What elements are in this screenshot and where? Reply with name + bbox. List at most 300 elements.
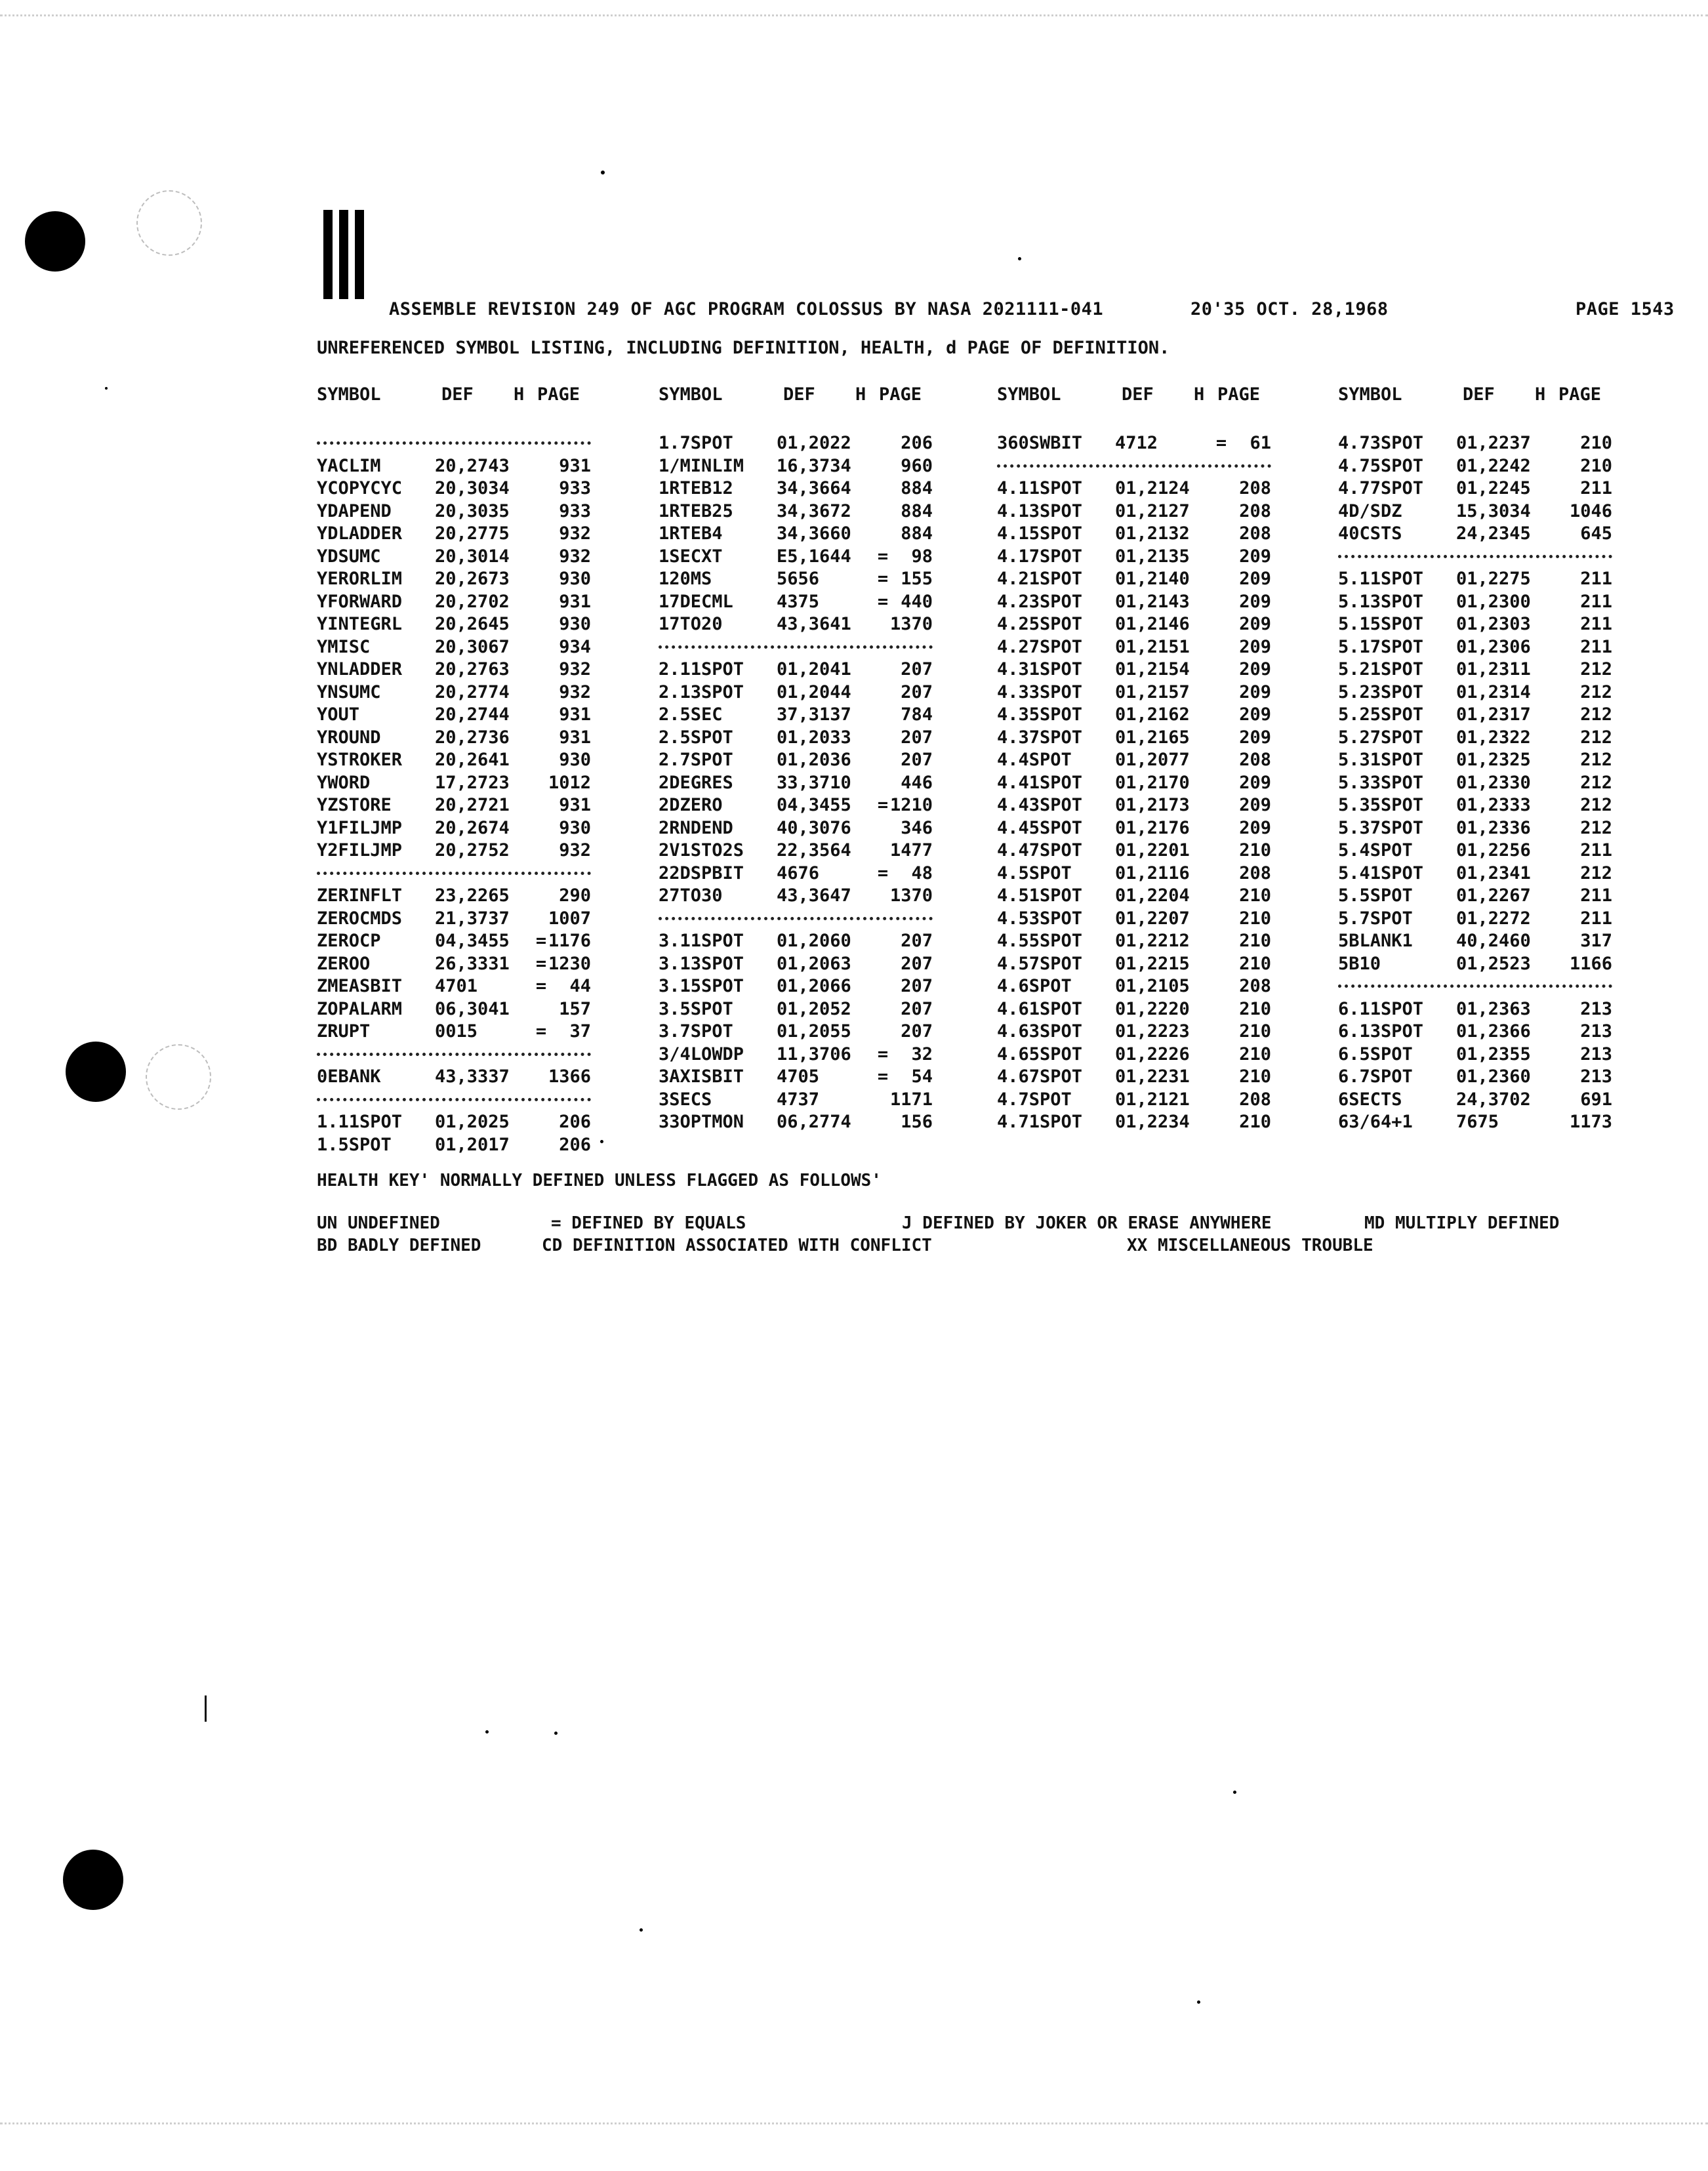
symbol-name: 40CSTS [1338, 523, 1402, 544]
symbol-name: 5.31SPOT [1338, 750, 1424, 770]
symbol-name: YMISC [317, 636, 371, 657]
symbol-name: YZSTORE [317, 795, 392, 815]
symbol-def: 01,2143 [1115, 591, 1190, 612]
symbol-def: 01,2256 [1456, 840, 1531, 861]
symbol-row [997, 1021, 1271, 1044]
symbol-def: 01,2341 [1456, 862, 1531, 883]
symbol-def: 4676 [777, 862, 820, 883]
separator-line [317, 1044, 591, 1066]
symbol-row [1338, 727, 1612, 750]
symbol-name: 2.11SPOT [659, 659, 744, 680]
symbol-def: 01,2151 [1115, 636, 1190, 657]
symbol-name: 17DECML [659, 591, 733, 612]
page-ref: 207 [901, 976, 933, 996]
symbol-row [1338, 613, 1612, 636]
symbol-name: 1.7SPOT [659, 433, 733, 453]
page-ref: 32 [911, 1044, 933, 1065]
page-ref: 931 [559, 704, 591, 725]
symbol-row [317, 772, 591, 795]
symbol-name: 5.27SPOT [1338, 727, 1424, 748]
symbol-row [317, 885, 591, 908]
page-ref: 156 [901, 1112, 933, 1132]
page-ref: 1007 [548, 908, 591, 929]
symbol-row [317, 568, 591, 591]
column-header [317, 384, 591, 432]
symbol-name: 5.25SPOT [1338, 704, 1424, 725]
page-ref: 61 [1250, 433, 1271, 453]
symbol-def: 23,2265 [435, 885, 510, 906]
symbol-name: 6.5SPOT [1338, 1044, 1413, 1065]
symbol-name: 4.47SPOT [997, 840, 1083, 861]
page-ref: 930 [559, 750, 591, 770]
symbol-name: 4.15SPOT [997, 523, 1083, 544]
page-ref: 884 [901, 523, 933, 544]
page-ref: 1210 [889, 795, 933, 815]
page-ref: 212 [1580, 862, 1612, 883]
symbol-name: 4.7SPOT [997, 1089, 1072, 1110]
symbol-name: 3/4LOWDP [659, 1044, 744, 1065]
symbol-name: 1/MINLIM [659, 455, 744, 476]
page-ref: 209 [1239, 569, 1271, 589]
symbol-name: 1RTEB12 [659, 478, 733, 498]
page-ref: 931 [559, 795, 591, 815]
health-key-title: HEALTH KEY' NORMALLY DEFINED UNLESS FLAGGED AS FOLLOWS' [317, 1171, 882, 1190]
symbol-name: 5BLANK1 [1338, 931, 1413, 951]
symbol-row [997, 1089, 1271, 1112]
page-ref: 210 [1239, 1044, 1271, 1065]
page-ref: 1366 [548, 1066, 591, 1087]
symbol-row [659, 1066, 933, 1089]
symbol-def: 01,2044 [777, 681, 851, 702]
column-header-h: H [514, 384, 525, 405]
symbol-def: 01,2135 [1115, 546, 1190, 567]
symbol-row [659, 455, 933, 478]
symbol-row [317, 1066, 591, 1089]
symbol-row [997, 862, 1271, 885]
symbol-def: 15,3034 [1456, 500, 1531, 521]
symbol-name: YINTEGRL [317, 614, 403, 634]
symbol-row [997, 704, 1271, 727]
symbol-row [997, 953, 1271, 976]
symbol-def: 01,2330 [1456, 772, 1531, 793]
column-header [997, 384, 1271, 432]
page-ref: 211 [1580, 636, 1612, 657]
symbol-def: 43,3337 [435, 1066, 510, 1087]
symbol-def: 01,2237 [1456, 433, 1531, 453]
symbol-name: YWORD [317, 772, 371, 793]
symbol-name: 5.35SPOT [1338, 795, 1424, 815]
symbol-name: 4.67SPOT [997, 1066, 1083, 1087]
column-header-page: PAGE [1558, 384, 1602, 405]
symbol-row [659, 817, 933, 840]
symbol-row [1338, 930, 1612, 953]
health-key-item: MD MULTIPLY DEFINED [1364, 1213, 1560, 1233]
symbol-name: YSTROKER [317, 750, 403, 770]
symbol-def: 34,3672 [777, 500, 851, 521]
symbol-def: 01,2267 [1456, 885, 1531, 906]
symbol-def: 7675 [1456, 1112, 1499, 1132]
symbol-name: 3.5SPOT [659, 998, 733, 1019]
page-ref: 209 [1239, 727, 1271, 748]
symbol-def: 01,2116 [1115, 862, 1190, 883]
symbol-name: 4.51SPOT [997, 885, 1083, 906]
symbol-name: YFORWARD [317, 591, 403, 612]
symbol-def: 01,2336 [1456, 817, 1531, 838]
separator-rule [317, 1098, 591, 1101]
symbol-name: 4.35SPOT [997, 704, 1083, 725]
symbol-name: ZERINFLT [317, 885, 403, 906]
page-ref: 209 [1239, 817, 1271, 838]
symbol-def: 37,3137 [777, 704, 851, 725]
separator-rule [659, 917, 933, 920]
page-ref: 212 [1580, 727, 1612, 748]
column-header [1338, 384, 1612, 432]
symbol-def: 01,2355 [1456, 1044, 1531, 1065]
page-ref: 932 [559, 659, 591, 680]
symbol-name: Y1FILJMP [317, 817, 403, 838]
page-ref: 209 [1239, 546, 1271, 567]
page-ref: 48 [911, 862, 933, 883]
punch-hole-middle [66, 1042, 126, 1102]
separator-line [317, 862, 591, 885]
page-ref: 212 [1580, 681, 1612, 702]
symbol-def: 22,3564 [777, 840, 851, 861]
page-ref: 213 [1580, 1021, 1612, 1042]
symbol-def: 20,2641 [435, 750, 510, 770]
top-edge-noise [0, 14, 1708, 16]
page-ref: 211 [1580, 478, 1612, 498]
symbol-row [659, 998, 933, 1021]
page-ref: 209 [1239, 795, 1271, 815]
symbol-row [997, 500, 1271, 523]
health-flag: = [535, 976, 547, 996]
symbol-row [659, 523, 933, 546]
symbol-name: 4.53SPOT [997, 908, 1083, 929]
page-ref: 932 [559, 546, 591, 567]
symbol-def: 01,2231 [1115, 1066, 1190, 1087]
symbol-name: ZRUPT [317, 1021, 371, 1042]
symbol-def: 01,2333 [1456, 795, 1531, 815]
page-ref: 645 [1580, 523, 1612, 544]
symbol-def: 20,2775 [435, 523, 510, 544]
symbol-row [317, 749, 591, 772]
symbol-name: 5.7SPOT [1338, 908, 1413, 929]
symbol-row [997, 591, 1271, 614]
column-header [659, 384, 933, 432]
punch-hole-ghost-middle [146, 1044, 211, 1110]
printer-bars-mark [323, 210, 367, 300]
page-ref: 207 [901, 1021, 933, 1042]
symbol-name: ZMEASBIT [317, 976, 403, 996]
symbol-name: 2.13SPOT [659, 681, 744, 702]
page-ref: 208 [1239, 862, 1271, 883]
symbol-def: 01,2366 [1456, 1021, 1531, 1042]
symbol-row [997, 546, 1271, 569]
symbol-name: 5.37SPOT [1338, 817, 1424, 838]
symbol-def: 16,3734 [777, 455, 851, 476]
page-ref: 210 [1239, 998, 1271, 1019]
symbol-name: 4.31SPOT [997, 659, 1083, 680]
symbol-def: 01,2140 [1115, 569, 1190, 589]
page-ref: 211 [1580, 885, 1612, 906]
symbol-row [1338, 636, 1612, 659]
column-header-def: DEF [1463, 384, 1495, 405]
page-ref: 44 [569, 976, 591, 996]
symbol-name: YDSUMC [317, 546, 381, 567]
symbol-name: YACLIM [317, 455, 381, 476]
page-ref: 98 [911, 546, 933, 567]
symbol-def: 01,2322 [1456, 727, 1531, 748]
symbol-name: 5.17SPOT [1338, 636, 1424, 657]
symbol-name: 2RNDEND [659, 817, 733, 838]
symbol-name: 4.71SPOT [997, 1112, 1083, 1132]
page-ref: 209 [1239, 772, 1271, 793]
symbol-row [1338, 1021, 1612, 1044]
health-flag: = [877, 569, 889, 589]
scan-speck [105, 387, 108, 390]
symbol-def: 04,3455 [777, 795, 851, 815]
symbol-def: 24,2345 [1456, 523, 1531, 544]
symbol-name: 2.5SEC [659, 704, 723, 725]
symbol-row [1338, 455, 1612, 478]
page-ref: 211 [1580, 614, 1612, 634]
symbol-row [997, 659, 1271, 681]
health-flag: = [877, 591, 889, 612]
symbol-def: 20,2774 [435, 681, 510, 702]
symbol-row [659, 659, 933, 681]
health-key-item: = DEFINED BY EQUALS [551, 1213, 746, 1233]
listing-column-1 [317, 384, 591, 1156]
page-ref: 213 [1580, 1066, 1612, 1087]
symbol-row [1338, 477, 1612, 500]
symbol-row [1338, 681, 1612, 704]
page-ref: 933 [559, 500, 591, 521]
symbol-def: 20,3067 [435, 636, 510, 657]
symbol-row [317, 817, 591, 840]
page-ref: 884 [901, 478, 933, 498]
punch-hole-top [25, 211, 85, 272]
separator-rule [997, 464, 1271, 468]
symbol-def: 0015 [435, 1021, 478, 1042]
page-ref: 317 [1580, 931, 1612, 951]
symbol-def: 4701 [435, 976, 478, 996]
page-ref: 209 [1239, 681, 1271, 702]
page-ref: 932 [559, 840, 591, 861]
symbol-name: 3AXISBIT [659, 1066, 744, 1087]
symbol-row [659, 681, 933, 704]
column-header-h: H [1194, 384, 1205, 405]
symbol-name: 2.7SPOT [659, 750, 733, 770]
page-ref: 211 [1580, 569, 1612, 589]
bottom-edge-noise [0, 2122, 1708, 2124]
separator-rule [1338, 555, 1612, 558]
symbol-def: 01,2025 [435, 1112, 510, 1132]
page-ref: 931 [559, 455, 591, 476]
symbol-row [317, 953, 591, 976]
symbol-def: 01,2055 [777, 1021, 851, 1042]
symbol-row [659, 930, 933, 953]
symbol-def: 01,2311 [1456, 659, 1531, 680]
symbol-name: 0EBANK [317, 1066, 381, 1087]
symbol-def: 01,2306 [1456, 636, 1531, 657]
symbol-name: 4.27SPOT [997, 636, 1083, 657]
symbol-name: YERORLIM [317, 569, 403, 589]
symbol-row [659, 432, 933, 455]
separator-line [997, 455, 1271, 478]
symbol-def: 04,3455 [435, 931, 510, 951]
symbol-row [997, 613, 1271, 636]
symbol-row [1338, 704, 1612, 727]
symbol-def: E5,1644 [777, 546, 851, 567]
symbol-name: 3.11SPOT [659, 931, 744, 951]
page-ref: 1370 [889, 885, 933, 906]
symbol-def: 20,2674 [435, 817, 510, 838]
symbol-row [1338, 591, 1612, 614]
page-ref: 207 [901, 750, 933, 770]
health-flag: = [877, 1066, 889, 1087]
symbol-row [1338, 953, 1612, 976]
page-ref: 931 [559, 591, 591, 612]
symbol-def: 01,2157 [1115, 681, 1190, 702]
page-ref: 933 [559, 478, 591, 498]
margin-mark [205, 1695, 207, 1722]
symbol-name: 4.61SPOT [997, 998, 1083, 1019]
symbol-row [997, 568, 1271, 591]
symbol-def: 20,2721 [435, 795, 510, 815]
page-ref: 440 [901, 591, 933, 612]
symbol-row [1338, 432, 1612, 455]
symbol-def: 20,3035 [435, 500, 510, 521]
symbol-def: 01,2523 [1456, 953, 1531, 974]
symbol-def: 01,2165 [1115, 727, 1190, 748]
symbol-def: 26,3331 [435, 953, 510, 974]
symbol-name: 5.15SPOT [1338, 614, 1424, 634]
symbol-row [317, 1021, 591, 1044]
symbol-def: 01,2060 [777, 931, 851, 951]
symbol-row [659, 477, 933, 500]
page-ref: 932 [559, 681, 591, 702]
symbol-name: 120MS [659, 569, 712, 589]
symbol-def: 01,2162 [1115, 704, 1190, 725]
page-ref: 932 [559, 523, 591, 544]
page-ref: 210 [1580, 433, 1612, 453]
symbol-def: 4737 [777, 1089, 820, 1110]
listing-column-3 [997, 384, 1271, 1134]
symbol-row [659, 704, 933, 727]
symbol-row [1338, 885, 1612, 908]
symbol-row [317, 523, 591, 546]
symbol-name: YOUT [317, 704, 360, 725]
symbol-row [659, 885, 933, 908]
symbol-def: 33,3710 [777, 772, 851, 793]
column-header-symbol: SYMBOL [997, 384, 1061, 405]
symbol-row [317, 1111, 591, 1134]
separator-rule [317, 441, 591, 445]
symbol-def: 01,2173 [1115, 795, 1190, 815]
symbol-name: 4.33SPOT [997, 681, 1083, 702]
symbol-def: 17,2723 [435, 772, 510, 793]
page-ref: 206 [559, 1134, 591, 1155]
health-flag: = [877, 795, 889, 815]
symbol-row [659, 727, 933, 750]
scan-speck [640, 1928, 643, 1932]
symbol-def: 01,2234 [1115, 1112, 1190, 1132]
symbol-row [997, 477, 1271, 500]
page-ref: 210 [1239, 1066, 1271, 1087]
symbol-name: 33OPTMON [659, 1112, 744, 1132]
separator-line [317, 1089, 591, 1112]
page-ref: 211 [1580, 908, 1612, 929]
symbol-row [997, 636, 1271, 659]
symbol-row [997, 749, 1271, 772]
symbol-row [659, 1089, 933, 1112]
column-header-page: PAGE [1217, 384, 1261, 405]
column-header-symbol: SYMBOL [317, 384, 381, 405]
separator-line [659, 636, 933, 659]
health-key-item: XX MISCELLANEOUS TROUBLE [1127, 1236, 1373, 1255]
scan-speck [601, 171, 605, 174]
symbol-row [659, 1111, 933, 1134]
page-ref: 211 [1580, 840, 1612, 861]
symbol-row [1338, 568, 1612, 591]
symbol-row [659, 591, 933, 614]
separator-line [1338, 546, 1612, 569]
symbol-def: 01,2300 [1456, 591, 1531, 612]
health-flag: = [1215, 433, 1227, 453]
symbol-def: 20,3014 [435, 546, 510, 567]
symbol-row [997, 930, 1271, 953]
symbol-name: 2.5SPOT [659, 727, 733, 748]
symbol-row [997, 1044, 1271, 1066]
symbol-row [1338, 840, 1612, 862]
symbol-name: 27TO30 [659, 885, 723, 906]
page-ref: 213 [1580, 1044, 1612, 1065]
symbol-row [659, 500, 933, 523]
page-ref: 1046 [1569, 500, 1612, 521]
symbol-name: 4.77SPOT [1338, 478, 1424, 498]
symbol-name: 4.65SPOT [997, 1044, 1083, 1065]
symbol-def: 01,2303 [1456, 614, 1531, 634]
symbol-name: YCOPYCYC [317, 478, 403, 498]
symbol-def: 01,2272 [1456, 908, 1531, 929]
separator-line [659, 908, 933, 931]
column-header-symbol: SYMBOL [1338, 384, 1402, 405]
symbol-def: 01,2201 [1115, 840, 1190, 861]
symbol-def: 34,3660 [777, 523, 851, 544]
symbol-name: 4.23SPOT [997, 591, 1083, 612]
page-ref: 208 [1239, 500, 1271, 521]
symbol-def: 01,2360 [1456, 1066, 1531, 1087]
symbol-name: 5.21SPOT [1338, 659, 1424, 680]
page-ref: 207 [901, 953, 933, 974]
symbol-name: 3.7SPOT [659, 1021, 733, 1042]
symbol-name: 5B10 [1338, 953, 1381, 974]
symbol-name: 5.33SPOT [1338, 772, 1424, 793]
symbol-def: 20,2702 [435, 591, 510, 612]
symbol-row [997, 794, 1271, 817]
symbol-def: 01,2317 [1456, 704, 1531, 725]
symbol-name: 3.13SPOT [659, 953, 744, 974]
symbol-name: 5.11SPOT [1338, 569, 1424, 589]
symbol-name: 4.11SPOT [997, 478, 1083, 498]
symbol-row [997, 817, 1271, 840]
symbol-def: 01,2204 [1115, 885, 1190, 906]
symbol-def: 01,2223 [1115, 1021, 1190, 1042]
symbol-def: 20,2752 [435, 840, 510, 861]
symbol-name: 3SECS [659, 1089, 712, 1110]
scan-speck [485, 1730, 489, 1734]
symbol-name: 2DEGRES [659, 772, 733, 793]
